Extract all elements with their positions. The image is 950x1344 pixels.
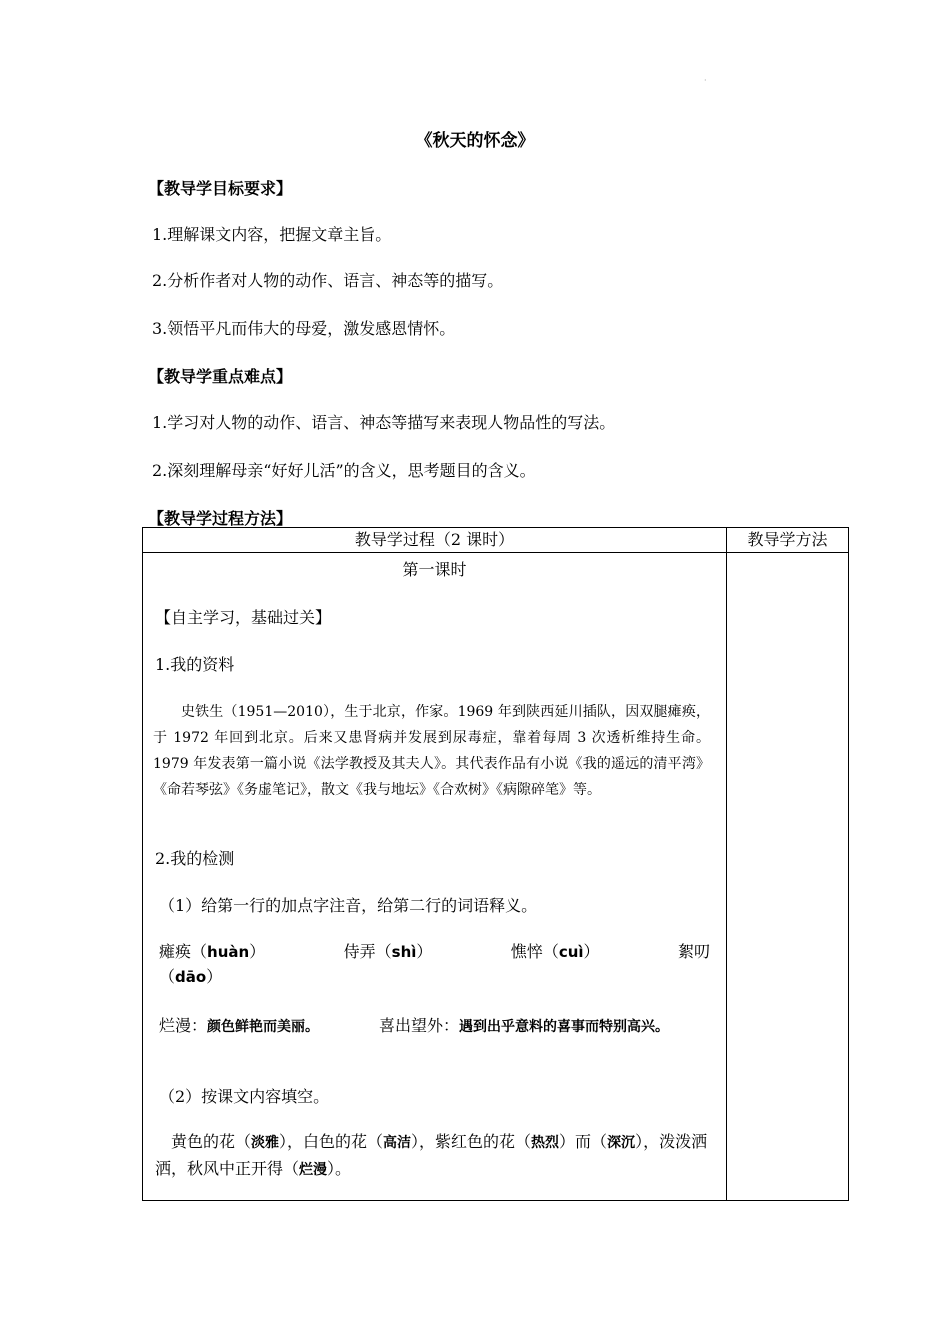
test-title: 2.我的检测 — [155, 849, 235, 868]
goal-item-3: 3.领悟平凡而伟大的母爱，激发感恩情怀。 — [152, 319, 456, 338]
pinyin-row — [159, 939, 710, 987]
page-title: 《秋天的怀念》 — [415, 131, 535, 151]
definitions — [153, 1014, 710, 1039]
pinyin-item-4-word: 絮叨 — [677, 942, 710, 961]
question-2: （2）按课文内容填空。 — [159, 1087, 330, 1106]
def-meaning-1: 颜色鲜艳而美丽。 — [207, 1019, 320, 1035]
focus-item-2: 2.深刻理解母亲“好好儿活”的含义，思考题目的含义。 — [152, 461, 536, 480]
fill-blank-answer: 黄色的花（淡雅），白色的花（高洁），紫红色的花（热烈）而（深沉），泼泼洒洒，秋风中正开得（烂漫）。 — [155, 1132, 708, 1178]
method-cell — [727, 553, 849, 1201]
section-title: 【自主学习，基础过关】 — [155, 608, 332, 627]
process-content-cell — [143, 553, 727, 1201]
pinyin-item-4-reading: （dāo） — [159, 967, 223, 986]
page-dot: · — [704, 76, 707, 85]
pinyin-item-1: 瘫痪（huàn） — [159, 942, 266, 961]
def-word-2: 喜出望外： — [379, 1016, 460, 1035]
lesson-title: 第一课时 — [402, 560, 467, 579]
column-header-method: 教导学方法 — [727, 528, 849, 553]
goal-item-1: 1.理解课文内容，把握文章主旨。 — [152, 225, 392, 244]
author-bio: 史铁生（1951—2010），生于北京，作家。1969 年到陕西延川插队，因双腿瘫痪，于 1972 年回到北京。后来又患肾病并发展到尿毒症，靠着每周 3 次透析维持生命。1979 年发表第一篇小说《法学教授及其夫人》。其代表作品有小说《我的遥远的清平湾》《命若琴弦》《务虚笔记》，散文《我与地坛》《合欢树》《病隙碎笔》等。 — [153, 704, 710, 798]
pinyin-item-2: 侍弄（shì） — [343, 942, 433, 961]
focus-item-1: 1.学习对人物的动作、语言、神态等描写来表现人物品性的写法。 — [152, 413, 616, 432]
column-header-process: 教导学过程（2 课时） — [143, 528, 727, 553]
process-header: 【教导学过程方法】 — [148, 509, 293, 528]
info-title: 1.我的资料 — [155, 655, 235, 674]
focus-header: 【教导学重点难点】 — [148, 367, 293, 386]
process-table — [142, 527, 849, 1201]
pinyin-item-3: 憔悴（cuì） — [510, 942, 600, 961]
goals-header: 【教导学目标要求】 — [148, 179, 293, 198]
question-1: （1）给第一行的加点字注音，给第二行的词语释义。 — [159, 896, 538, 915]
goal-item-2: 2.分析作者对人物的动作、语言、神态等的描写。 — [152, 271, 504, 290]
def-word-1: 烂漫： — [159, 1016, 208, 1035]
def-meaning-2: 遇到出乎意料的喜事而特别高兴。 — [459, 1019, 670, 1035]
